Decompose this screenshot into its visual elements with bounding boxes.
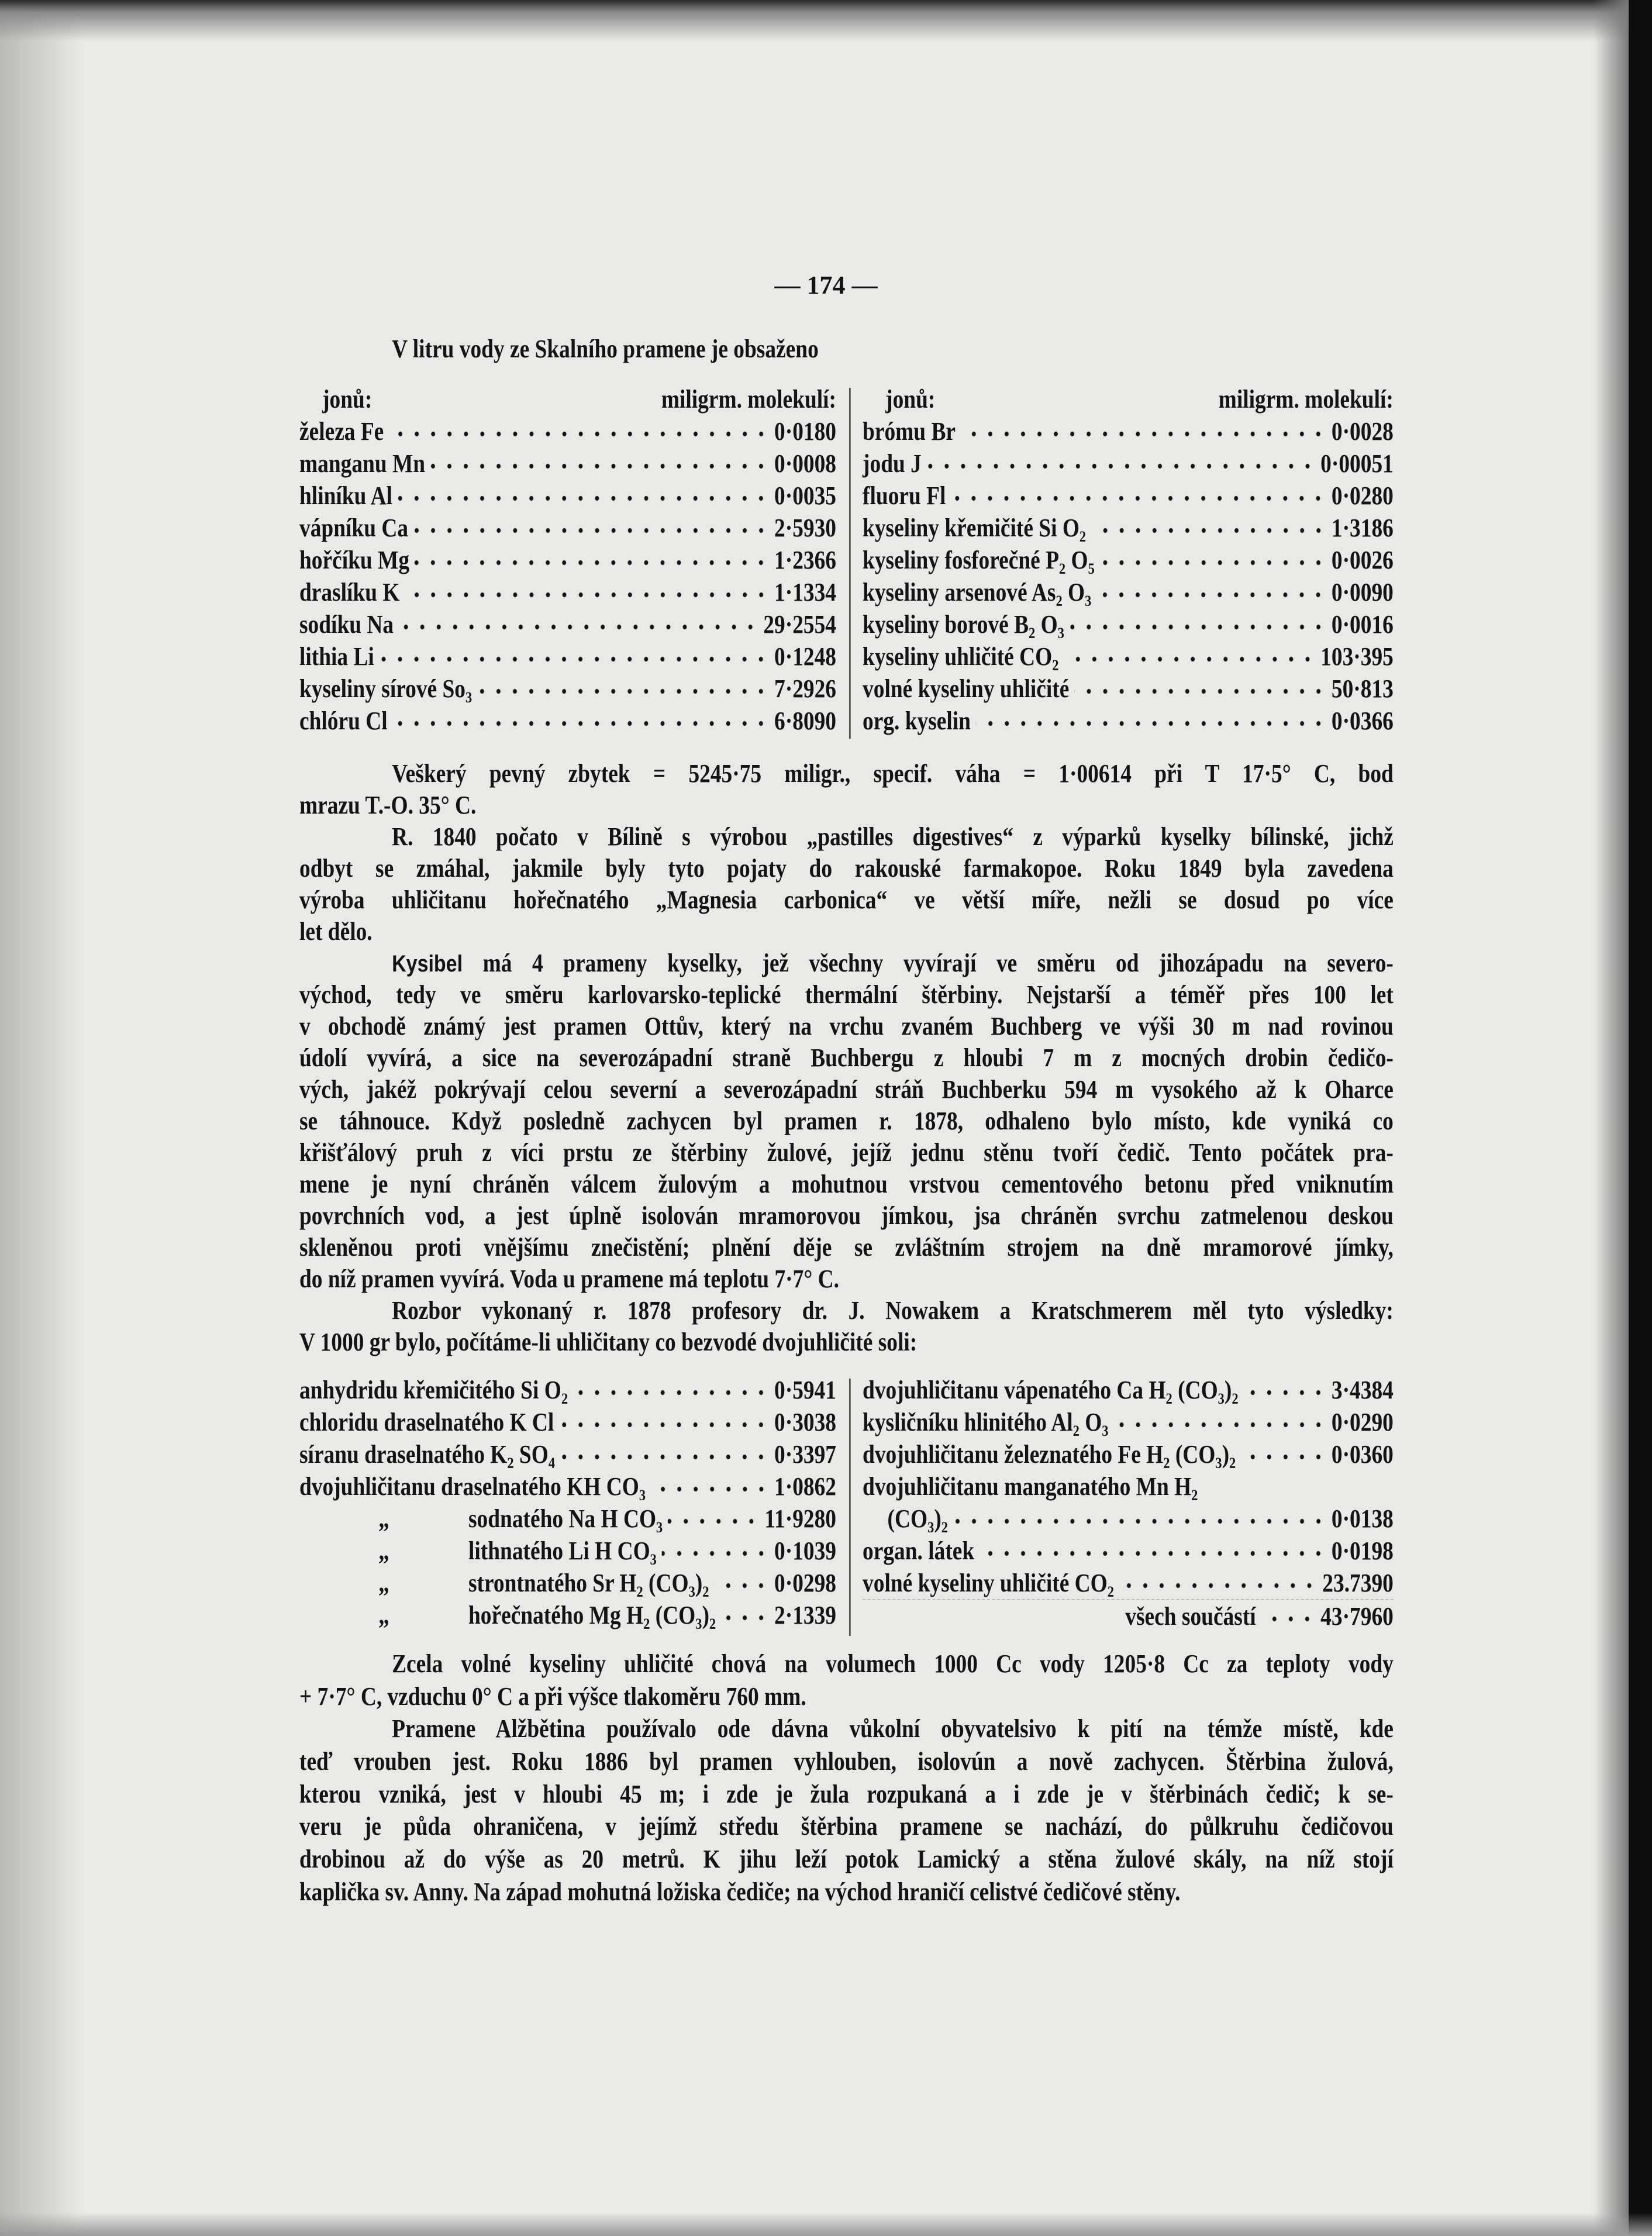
table-row: [863, 1567, 1394, 1599]
paragraph: [299, 758, 1394, 821]
row-value: 0·5941: [774, 1376, 836, 1404]
row-label: hořečnatého Mg H₂ (CO₃)₂: [468, 1601, 716, 1629]
row-value: 0·0035: [774, 481, 836, 510]
dot-leader: [1243, 1387, 1326, 1398]
row-label: kyseliny křemičité Si O₂: [863, 514, 1087, 542]
ion-table-left: [299, 383, 836, 737]
row-label: sodnatého Na H CO₃: [468, 1504, 663, 1533]
header-label: jonů:: [322, 385, 373, 414]
row-value: 0·0290: [1331, 1408, 1394, 1436]
row-label: draslíku K: [299, 578, 400, 607]
row-value: 1·1334: [774, 578, 836, 607]
table-row: [863, 544, 1394, 576]
row-value: 0·1248: [774, 642, 836, 671]
row-value: 0·0008: [774, 449, 836, 478]
text-line: Veškerý pevný zbytek = 5245·75 miligr., specif. váha = 1·00614 při T 17·5° C, bod: [392, 759, 1394, 788]
scan-edge-top: [0, 0, 1652, 41]
table-row: [299, 640, 836, 673]
dot-leader: [714, 1580, 770, 1591]
row-value: 3·4384: [1331, 1376, 1394, 1404]
row-value: 29·2554: [763, 610, 836, 639]
row-value: 0·0280: [1331, 481, 1394, 510]
table-header: [299, 383, 836, 415]
ditto-mark: „: [378, 1601, 389, 1629]
row-value: 1·2366: [774, 546, 836, 574]
header-unit: miligrm. molekulí:: [661, 385, 836, 414]
table-row: [863, 640, 1394, 673]
dot-leader: [975, 718, 1326, 729]
row-value: 0·0090: [1331, 578, 1394, 607]
table-row: [863, 608, 1394, 640]
total-value: 43·7960: [1320, 1602, 1394, 1631]
row-label: dvojuhličitanu železnatého Fe H₂ (CO₃)₂: [863, 1440, 1236, 1469]
dot-leader: [413, 525, 770, 536]
row-value: 0·0298: [774, 1569, 836, 1597]
dot-leader: [953, 1515, 1326, 1527]
ditto-mark: „: [378, 1569, 389, 1597]
table-row: [299, 1567, 836, 1599]
ion-table-right: [863, 383, 1394, 737]
row-value: 1·3186: [1331, 514, 1394, 542]
column-divider: [849, 388, 851, 739]
dot-leader: [1241, 1451, 1327, 1463]
row-label: sodíku Na: [299, 610, 394, 639]
text-line: kterou vzniká, jest v hloubi 45 m; i zde je žula rozpukaná a i zde je v štěrbinách čedič; k se-: [299, 1779, 1394, 1808]
text-line: křišťálový pruh z víci prstu ze štěrbiny žulové, jejíž jednu stěnu tvoří čedič. Tento počátek pra-: [299, 1138, 1394, 1167]
table-row: [299, 608, 836, 640]
table-row: [299, 1535, 836, 1567]
row-label: lithia Li: [299, 642, 374, 671]
text-line: v obchodě známý jest pramen Ottův, který na vrchu zvaném Buchberg ve výši 30 m nad rovinou: [299, 1012, 1394, 1041]
text-line: mene je nyní chráněn válcem žulovým a mohutnou vrstvou cementového betonu před vniknutím: [299, 1170, 1394, 1198]
row-label: síranu draselnatého K₂ SO₄: [299, 1440, 556, 1469]
text-line: odbyt se zmáhal, jakmile byly tyto pojaty do rakouské farmakopoe. Roku 1849 byla zavedena: [299, 854, 1394, 883]
dot-leader: [560, 1451, 770, 1463]
row-label: volné kyseliny uhličité: [863, 674, 1070, 703]
table-row: [299, 705, 836, 737]
paragraph: [299, 1713, 1394, 1908]
row-value: 103·395: [1320, 642, 1394, 671]
dot-leader: [661, 1548, 769, 1559]
text-line: východ, tedy ve směru karlovarsko-teplické thermální štěrbiny. Nejstarší a téměř přes 100 let: [299, 980, 1394, 1009]
scan-edge-left: [0, 0, 82, 2236]
text-line: R. 1840 počato v Bílině s výrobou „pastilles digestives“ z výparků kyselky bílinské, jichž: [392, 822, 1394, 851]
intro-line: V litru vody ze Skalního pramene je obsaženo: [392, 335, 819, 363]
row-label: chlóru Cl: [299, 707, 388, 735]
text-line: V 1000 gr bylo, počítáme-li uhličitany co bezvodé dvojuhličité soli:: [299, 1328, 918, 1356]
row-label: kyseliny arsenové As₂ O₃: [863, 578, 1092, 607]
text-line: údolí vyvírá, a sice na severozápadní straně Buchbergu z hloubi 7 m z mocných drobin čedičo-: [299, 1043, 1394, 1072]
text-line: výroba uhličitanu hořečnatého „Magnesia carbonica“ ve větší míře, nežli se dosud po více: [299, 886, 1394, 914]
dot-leader: [389, 428, 770, 440]
table-row: [863, 480, 1394, 512]
text-line: mrazu T.-O. 35° C.: [299, 791, 477, 819]
table-row: [863, 1535, 1394, 1567]
table-row: [863, 447, 1394, 480]
dot-leader: [415, 557, 770, 569]
dot-leader: [926, 460, 1315, 472]
row-label: fluoru Fl: [863, 481, 946, 510]
scan-edge-shadow: [1594, 0, 1629, 2236]
table-row: [299, 480, 836, 512]
text-line: do níž pramen vyvírá. Voda u pramene má teplotu 7·7° C.: [299, 1265, 839, 1293]
page-number: — 174 —: [774, 271, 878, 299]
text-line: let dělo.: [299, 917, 373, 946]
table-row: [863, 1503, 1394, 1535]
row-label: manganu Mn: [299, 449, 426, 478]
row-label: dvojuhličitanu manganatého Mn H₂: [863, 1472, 1198, 1501]
row-label: strontnatého Sr H₂ (CO₃)₂: [468, 1569, 709, 1597]
text-line: povrchních vod, a jest úplně isolován mramorovou jímkou, jsa chráněn svrchu zatmelenou deskou: [299, 1201, 1394, 1230]
dot-leader: [1099, 557, 1326, 569]
dot-leader: [651, 1483, 770, 1495]
row-value: 0·00051: [1320, 449, 1394, 478]
dot-leader: [392, 718, 769, 729]
paragraph: [299, 1648, 1394, 1713]
dot-leader: [399, 621, 758, 633]
text-line: Rozbor vykonaný r. 1878 profesory dr. J. Nowakem a Kratschmerem měl tyto výsledky:: [392, 1296, 1394, 1325]
row-label: kyseliny uhličité CO₂: [863, 642, 1059, 671]
row-value: 0·0138: [1331, 1504, 1394, 1533]
row-label: organ. látek: [863, 1536, 975, 1565]
row-label: kyseliny borové B₂ O₃: [863, 610, 1064, 639]
row-label: chloridu draselnatého K Cl: [299, 1408, 554, 1436]
table-row: [299, 1599, 836, 1631]
paragraph: [299, 1295, 1394, 1358]
ditto-mark: „: [378, 1504, 389, 1533]
table-row: [863, 1470, 1394, 1503]
paragraph: [299, 948, 1394, 1295]
row-label: dvojuhličitanu vápenatého Ca H₂ (CO₃)₂: [863, 1376, 1239, 1404]
row-label: hořčíku Mg: [299, 546, 410, 574]
table-row: [863, 1406, 1394, 1438]
body-text-b: [299, 1648, 1394, 1908]
row-value: 0·3038: [774, 1408, 836, 1436]
table-row: [299, 512, 836, 544]
header-unit: miligrm. molekulí:: [1218, 385, 1394, 414]
table-row: [863, 1438, 1394, 1470]
row-label: brómu Br: [863, 417, 956, 446]
table-row: [863, 1374, 1394, 1406]
row-value: 0·0028: [1331, 417, 1394, 446]
row-label: kyseliny sírové So₃: [299, 674, 473, 703]
dot-leader: [477, 685, 770, 697]
table-row: [863, 673, 1394, 705]
row-value: 0·0366: [1331, 707, 1394, 735]
dot-leader: [1119, 1580, 1317, 1591]
dot-leader: [398, 492, 770, 504]
lead-word: Kysibel: [392, 951, 463, 977]
dot-leader: [1064, 653, 1316, 665]
row-label: kysličníku hlinitého Al₂ O₃: [863, 1408, 1109, 1436]
row-label: (CO₃)₂: [887, 1504, 948, 1533]
text-line: + 7·7° C, vzduchu 0° C a při výšce tlakoměru 760 mm.: [299, 1682, 806, 1711]
row-value: 2·1339: [774, 1601, 836, 1629]
row-value: 23.7390: [1322, 1569, 1394, 1597]
dot-leader: [379, 653, 769, 665]
row-label: vápníku Ca: [299, 514, 409, 542]
table-row: [299, 415, 836, 447]
text-line: drobinou až do výše as 20 metrů. K jihu leží potok Lamický a stěna žulové skály, na níž stojí: [299, 1845, 1394, 1874]
row-label: dvojuhličitanu draselnatého KH CO₃: [299, 1472, 646, 1501]
dot-leader: [559, 1419, 770, 1431]
row-label: org. kyselin: [863, 707, 971, 735]
row-label: anhydridu křemičitého Si O₂: [299, 1376, 568, 1404]
scan-edge-right: [1629, 0, 1652, 2236]
row-label: lithnatého Li H CO₃: [468, 1536, 657, 1565]
body-text-a: [299, 758, 1394, 1358]
table-row: [299, 1470, 836, 1503]
row-value: 0·0180: [774, 417, 836, 446]
row-value: 6·8090: [774, 707, 836, 735]
dot-leader: [1074, 685, 1327, 697]
table-row: [299, 1438, 836, 1470]
text-line: skleněnou proti vnějšímu znečistění; plnění děje se zvláštním strojem na dně mramorové jímky,: [299, 1233, 1394, 1262]
table-row: [299, 1406, 836, 1438]
column-divider: [849, 1379, 851, 1636]
header-label: jonů:: [885, 385, 936, 414]
dot-leader: [1091, 525, 1327, 536]
dot-leader: [1261, 1613, 1316, 1625]
row-value: 0·0016: [1331, 610, 1394, 639]
row-value: 0·1039: [774, 1536, 836, 1565]
table-row: [863, 705, 1394, 737]
dot-leader: [1113, 1419, 1326, 1431]
table-row: [863, 576, 1394, 608]
row-value: 7·2926: [774, 674, 836, 703]
dot-leader: [980, 1548, 1327, 1559]
salt-table-left: [299, 1374, 836, 1631]
table-row: [299, 447, 836, 480]
salt-table-right: [863, 1374, 1394, 1632]
text-line: vých, jakéž pokrývají celou severní a severozápadní stráň Buchberku 594 m vysokého až k Oharce: [299, 1075, 1394, 1104]
text-line: se táhnouce. Když posledně zachycen byl pramen r. 1878, odhaleno bylo místo, kde vyniká co: [299, 1107, 1394, 1135]
table-header: [863, 383, 1394, 415]
total-label: všech součástí: [1125, 1602, 1256, 1631]
row-value: 0·0026: [1331, 546, 1394, 574]
row-value: 2·5930: [774, 514, 836, 542]
row-value: 0·0360: [1331, 1440, 1394, 1469]
dot-leader: [430, 460, 770, 472]
text-line: Zcela volné kyseliny uhličité chová na volumech 1000 Cc vody 1205·8 Cc za teploty vody: [392, 1649, 1394, 1678]
row-label: jodu J: [863, 449, 922, 478]
paragraph: [299, 821, 1394, 948]
table-row: [863, 415, 1394, 447]
row-value: 11·9280: [764, 1504, 836, 1533]
table-row: [863, 512, 1394, 544]
ditto-mark: „: [378, 1536, 389, 1565]
row-value: 0·0198: [1331, 1536, 1394, 1565]
text-line: Pramene Alžbětina používalo ode dávna vůkolní obyvatelsivo k pití na témže místě, kde: [392, 1714, 1394, 1744]
row-label: kyseliny fosforečné P₂ O₅: [863, 546, 1095, 574]
dot-leader: [405, 589, 770, 601]
dot-leader: [668, 1515, 760, 1527]
table-row: [299, 576, 836, 608]
table-row: [299, 1503, 836, 1535]
row-label: volné kyseliny uhličité CO₂: [863, 1569, 1114, 1597]
table-row: [299, 544, 836, 576]
row-value: 50·813: [1331, 674, 1394, 703]
text-line: [299, 948, 1394, 979]
table-row: [299, 673, 836, 705]
scan-edge-bottom: [0, 2213, 1652, 2236]
dot-leader: [951, 492, 1326, 504]
text-line: kaplička sv. Anny. Na západ mohutná ložiska čediče; na východ hraničí celistvé čedičové stěny.: [299, 1877, 1181, 1906]
dot-leader: [573, 1387, 770, 1398]
text-line: veru je půda ohraničena, v jejímž středu štěrbina pramene se nachází, do půlkruhu čedičovou: [299, 1812, 1394, 1841]
row-label: hliníku Al: [299, 481, 393, 510]
dot-leader: [961, 428, 1327, 440]
row-label: železa Fe: [299, 417, 384, 446]
line-text: má 4 prameny kyselky, jež všechny vyvírají ve směru od jihozápadu na severo-: [463, 949, 1394, 977]
row-value: 1·0862: [774, 1472, 836, 1501]
dot-leader: [1096, 589, 1327, 601]
intro-sentence: [299, 333, 1394, 365]
table-row: [299, 1374, 836, 1406]
text-line: teď vrouben jest. Roku 1886 byl pramen vyhlouben, isolovún a nově zachycen. Štěrbina žulová,: [299, 1747, 1394, 1776]
row-value: 0·3397: [774, 1440, 836, 1469]
dot-leader: [1069, 621, 1326, 633]
total-row: [863, 1599, 1394, 1632]
dot-leader: [721, 1612, 770, 1624]
